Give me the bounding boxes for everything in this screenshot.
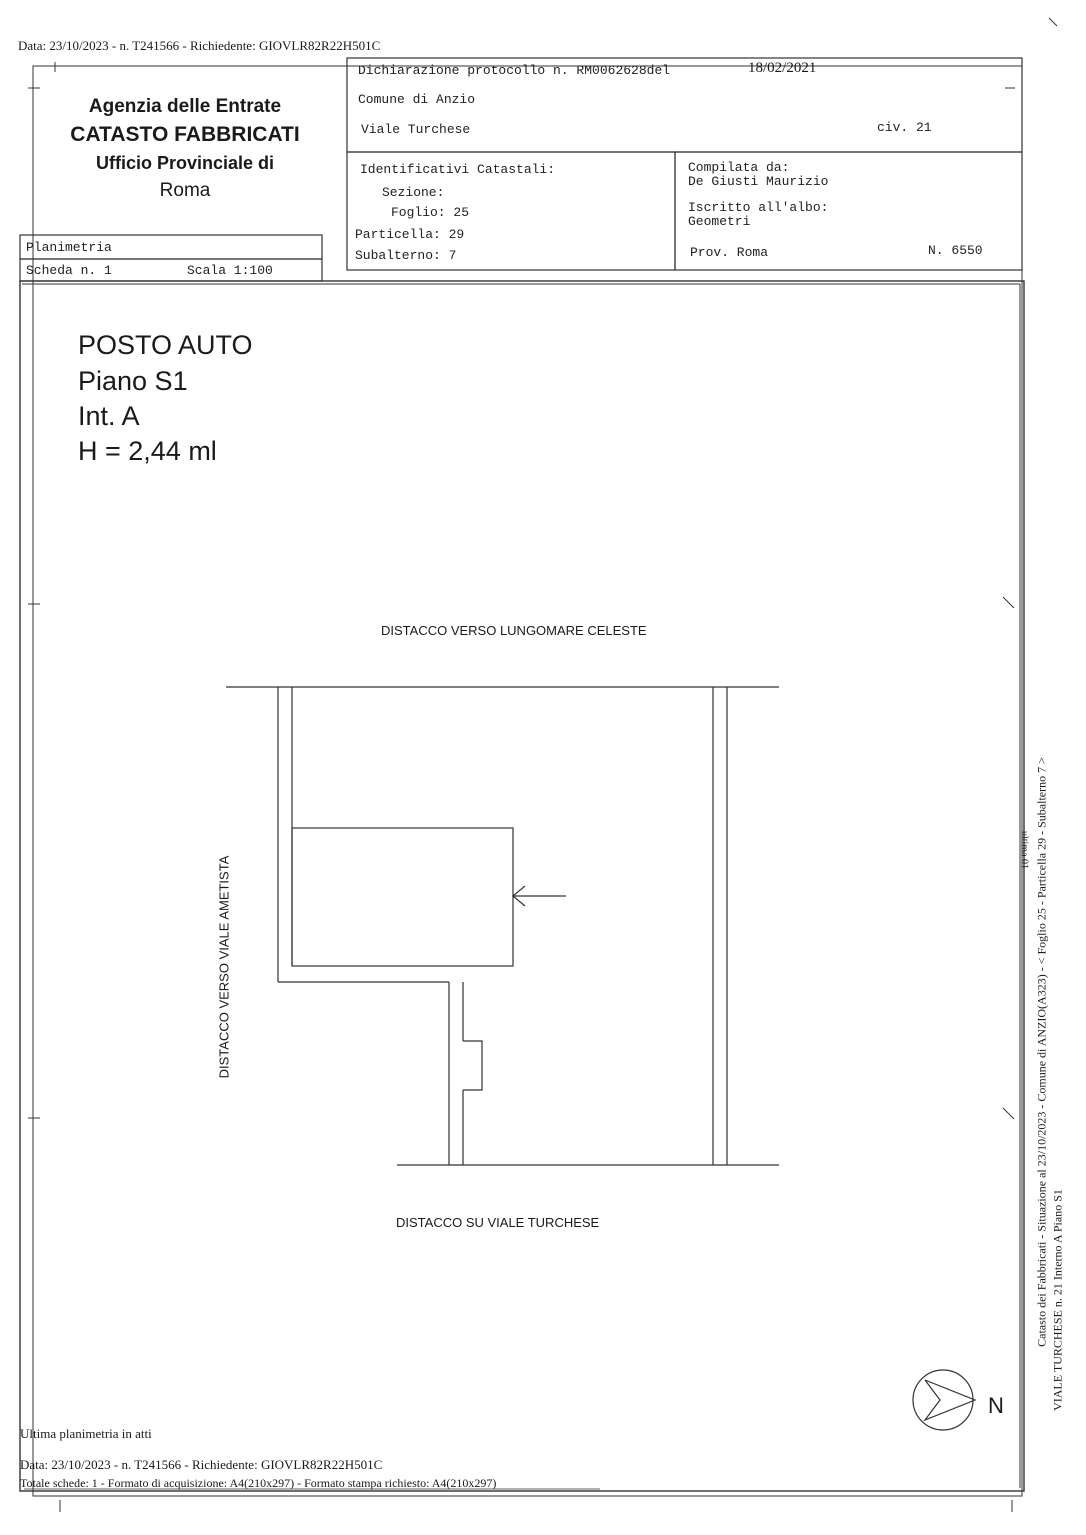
- side-address-note: VIALE TURCHESE n. 21 Interno A Piano S1: [1050, 1189, 1065, 1411]
- footer-request: Data: 23/10/2023 - n. T241566 - Richiedente: GIOVLR82R22H501C: [20, 1457, 383, 1472]
- agency-name: Agenzia delle Entrate: [88, 96, 282, 117]
- unit-type: POSTO AUTO: [78, 330, 253, 360]
- top-stamp: Data: 23/10/2023 - n. T241566 - Richiedente: GIOVLR82R22H501C: [18, 38, 381, 53]
- subalterno: Subalterno: 7: [355, 248, 457, 263]
- planimetria-title: Planimetria: [26, 240, 112, 255]
- protocol-date: 18/02/2021: [748, 60, 817, 76]
- footer-format: Totale schede: 1 - Formato di acquisizione: A4(210x297) - Formato stampa richiesto: A4(210x297): [20, 1476, 497, 1490]
- registration-number: N. 6550: [928, 243, 983, 258]
- catasto-title: CATASTO FABBRICATI: [70, 123, 300, 146]
- north-boundary-label: DISTACCO VERSO LUNGOMARE CELESTE: [381, 623, 647, 638]
- albo-label: Iscritto all'albo:: [688, 200, 829, 215]
- unit-height: H = 2,44 ml: [78, 436, 217, 466]
- compass-icon: [913, 1370, 975, 1430]
- scheda-number: Scheda n. 1: [26, 263, 112, 278]
- street: Viale Turchese: [361, 122, 471, 137]
- civic-number: civ. 21: [877, 120, 932, 135]
- floor-plan: [226, 687, 779, 1165]
- office-label: Ufficio Provinciale di: [95, 153, 275, 173]
- side-situation-note: Catasto dei Fabbricati - Situazione al 23/10/2023 - Comune di ANZIO(A323) - < Foglio 25 - Particella 29 - Subalterno 7 >: [1034, 757, 1049, 1347]
- scale: Scala 1:100: [187, 263, 273, 278]
- sezione: Sezione:: [382, 185, 445, 200]
- unit-floor: Piano S1: [78, 366, 188, 396]
- footer-last-plan: Ultima planimetria in atti: [20, 1426, 152, 1441]
- unit-interior: Int. A: [78, 401, 140, 431]
- comune: Comune di Anzio: [358, 92, 476, 107]
- particella: Particella: 29: [355, 227, 465, 242]
- side-stamp: ultima 01: [1018, 830, 1030, 870]
- compiler-label: Compilata da:: [688, 160, 790, 175]
- albo-value: Geometri: [688, 214, 751, 229]
- west-boundary-label: DISTACCO VERSO VIALE AMETISTA: [216, 855, 232, 1079]
- protocol-label: Dichiarazione protocollo n. RM0062628del: [358, 63, 671, 78]
- province: Prov. Roma: [690, 245, 769, 260]
- foglio: Foglio: 25: [391, 205, 470, 220]
- south-boundary-label: DISTACCO SU VIALE TURCHESE: [396, 1215, 600, 1230]
- compiler-name: De Giusti Maurizio: [688, 174, 829, 189]
- identifiers-heading: Identificativi Catastali:: [360, 162, 556, 177]
- compass-north-label: N: [988, 1393, 1004, 1418]
- office-city: Roma: [159, 180, 211, 201]
